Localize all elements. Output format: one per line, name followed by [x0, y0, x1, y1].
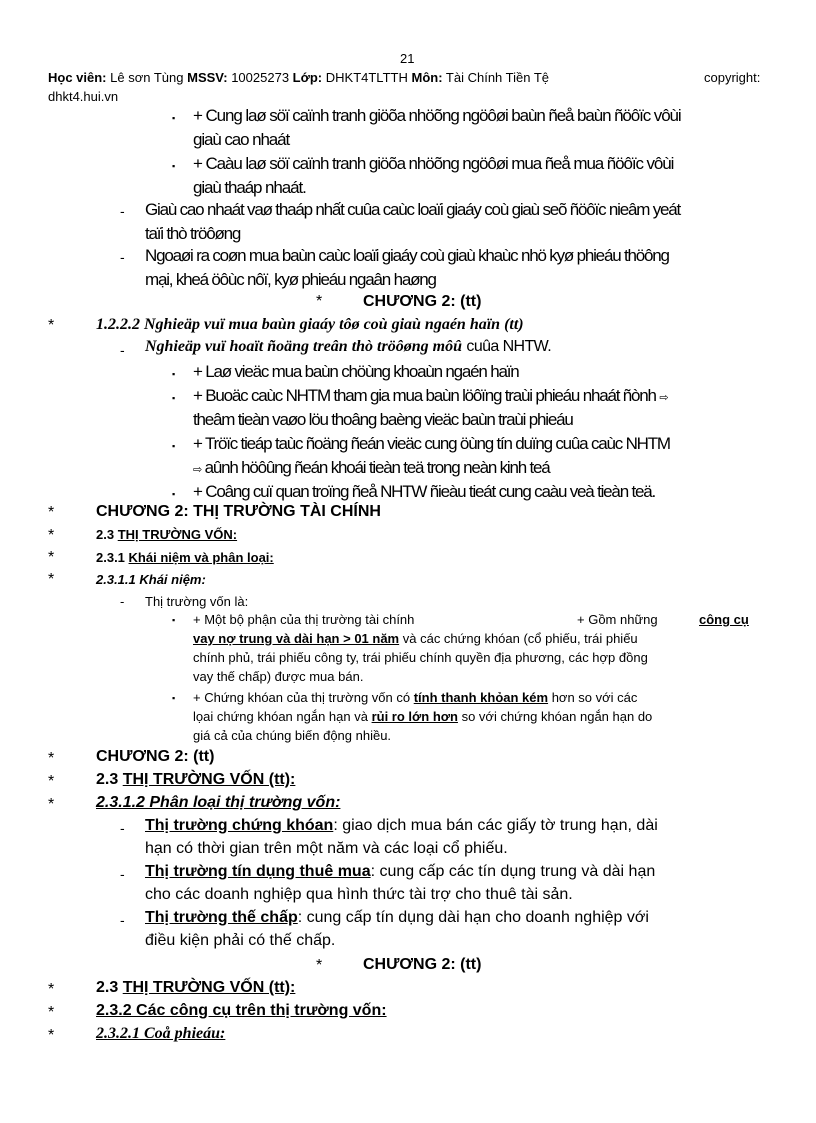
chapter-heading: CHƯƠNG 2: (tt) [363, 956, 482, 973]
star-bullet: * [316, 957, 323, 974]
subsection-heading [145, 338, 551, 356]
list-item: + Tröïc tieáp taùc ñoäng ñeán vieäc cung öùng tín duïng cuûa caùc NHTM [193, 434, 670, 453]
square-bullet: ▪ [172, 441, 176, 451]
section-heading [96, 527, 237, 542]
class-value: DHKT4TLTTH [325, 70, 408, 85]
list-item-text: : cung cấp các tín dụng trung và dài hạn [370, 863, 656, 880]
subsection-heading-rest: cuûa NHTW. [466, 338, 552, 355]
list-item-text: lọai chứng khóan ngắn hạn và [193, 709, 368, 724]
star-bullet: * [48, 317, 55, 334]
arrow-icon: ⇨ [193, 464, 202, 476]
subsection-heading: 2.3.2 Các công cụ trên thị trường vốn: [96, 1002, 387, 1019]
list-item-text: + Buoäc caùc NHTM tham gia mua baùn löôïng traùi phieáu nhaát ñònh [193, 386, 656, 405]
list-item-emphasis: Thị trường thế chấp [145, 909, 298, 926]
list-item [193, 690, 637, 705]
dash-bullet: - [120, 912, 125, 928]
page-header [48, 70, 549, 85]
subject-value: Tài Chính Tiền Tệ [445, 70, 550, 85]
list-item: Thị trường vốn là: [145, 594, 249, 609]
list-item [193, 709, 652, 724]
list-item-emphasis: công cụ [699, 612, 749, 627]
section-number: 2.3 [96, 771, 119, 788]
list-item: + Caàu laø söï caïnh tranh giöõa nhöõng ngöôøi mua ñeå mua ñöôïc vôùi [193, 154, 674, 173]
subsection-number: 2.3.1 [96, 550, 125, 565]
copyright-label: copyright: [704, 70, 761, 85]
square-bullet: ▪ [172, 161, 176, 171]
list-item [193, 631, 638, 646]
list-item: + Laø vieäc mua baùn chöùng khoaùn ngaén haïn [193, 362, 519, 381]
page-number: 21 [400, 51, 415, 66]
dash-bullet: - [120, 203, 125, 219]
class-label: Lớp: [292, 70, 323, 85]
chapter-heading: CHƯƠNG 2: (tt) [363, 293, 482, 310]
list-item [193, 612, 766, 627]
star-bullet: * [48, 1004, 55, 1021]
section-number: 2.3 [96, 979, 119, 996]
subsection-title: Khái niệm và phân loại: [128, 550, 274, 565]
star-bullet: * [48, 981, 55, 998]
list-item: giaù cao nhaát [193, 130, 290, 149]
list-item: Ngoaøi ra coøn mua baùn caùc loaïi giaáy coù giaù khaùc nhö kyø phieáu thöông [145, 246, 669, 265]
subsection-heading [96, 550, 274, 565]
list-item [145, 863, 655, 881]
star-bullet: * [48, 796, 55, 813]
list-item-emphasis: tính thanh khỏan kém [413, 690, 549, 705]
subsubsection-heading: 2.3.1.1 Khái niệm: [96, 572, 206, 587]
square-bullet: ▪ [172, 693, 176, 703]
list-item: taïi thò tröôøng [145, 224, 241, 243]
list-item-emphasis: rủi ro lớn hơn [371, 709, 458, 724]
list-item: Giaù cao nhaát vaø thaáp nhất cuûa caùc loaïi giaáy coù giaù seõ ñöôïc nieâm yeát [145, 200, 681, 219]
list-item: chính phủ, trái phiếu công ty, trái phiếu chính quyền địa phương, các hợp đồng [193, 650, 648, 665]
square-bullet: ▪ [172, 393, 176, 403]
list-item: hạn có thời gian trên một năm và các loại cổ phiếu. [145, 840, 508, 857]
section-heading: 1.2.2.2 Nghieäp vuï mua baùn giaáy tôø coù giaù ngaén haïn (tt) [96, 316, 524, 333]
section-title: THỊ TRƯỜNG VỐN (tt): [122, 979, 296, 996]
arrow-icon: ⇨ [659, 392, 668, 404]
list-item-text: và các chứng khóan (cổ phiếu, trái phiếu [402, 631, 638, 646]
list-item: cho các doanh nghiệp qua hình thức tài trợ cho thuê tài sản. [145, 886, 573, 903]
list-item: vay thế chấp) được mua bán. [193, 669, 364, 684]
list-item-text: hơn so với các [551, 690, 638, 705]
dash-bullet: - [120, 594, 125, 609]
list-item [145, 817, 658, 835]
subsubsection-heading: 2.3.1.2 Phân loại thị trường vốn: [96, 794, 341, 811]
list-item: + Coâng cuï quan troïng ñeå NHTW ñieàu tieát cung caàu veà tieàn teä. [193, 482, 656, 501]
id-value: 10025273 [231, 70, 290, 85]
list-item-text: so với chứng khóan ngắn hạn do [461, 709, 653, 724]
square-bullet: ▪ [172, 369, 176, 379]
star-bullet: * [48, 1027, 55, 1044]
dash-bullet: - [120, 342, 125, 358]
section-title: THỊ TRƯỜNG VỐN (tt): [122, 771, 296, 788]
dash-bullet: - [120, 820, 125, 836]
square-bullet: ▪ [172, 489, 176, 499]
list-item: giá cả của chúng biến động nhiều. [193, 728, 392, 743]
star-bullet: * [48, 773, 55, 790]
list-item-text: : cung cấp tín dụng dài hạn cho doanh nghiệp với [297, 909, 649, 926]
id-label: MSSV: [187, 70, 228, 85]
star-bullet: * [48, 750, 55, 767]
star-bullet: * [48, 527, 55, 544]
list-item-text: : giao dịch mua bán các giấy tờ trung hạn, dài [333, 817, 658, 834]
star-bullet: * [48, 504, 55, 521]
subsection-heading-italic: Nghieäp vuï hoaït ñoäng treân thò tröôøng môû [145, 338, 462, 355]
list-item [193, 386, 667, 406]
chapter-heading: CHƯƠNG 2: THỊ TRƯỜNG TÀI CHÍNH [96, 503, 381, 520]
subsubsection-heading: 2.3.2.1 Coå phieáu: [96, 1025, 226, 1042]
square-bullet: ▪ [172, 615, 176, 625]
list-item: theâm tieàn vaøo löu thoâng baèng vieäc baùn traùi phieáu [193, 410, 573, 429]
list-item-text: + Một bộ phận của thị trường tài chính [193, 612, 415, 627]
star-bullet: * [48, 571, 55, 588]
chapter-heading: CHƯƠNG 2: (tt) [96, 748, 215, 765]
site-link[interactable]: dhkt4.hui.vn [48, 89, 119, 104]
square-bullet: ▪ [172, 113, 176, 123]
star-bullet: * [48, 549, 55, 566]
list-item-emphasis: Thị trường tín dụng thuê mua [145, 863, 371, 880]
student-name: Lê sơn Tùng [110, 70, 184, 85]
section-heading [96, 979, 295, 997]
list-item: mại, kheá öôùc nôï, kyø phieáu ngaân haøng [145, 270, 436, 289]
list-item [145, 909, 649, 927]
list-item-emphasis: vay nợ trung và dài hạn > 01 năm [193, 631, 400, 646]
section-number: 2.3 [96, 527, 115, 542]
section-title: THỊ TRƯỜNG VỐN: [117, 527, 238, 542]
list-item-emphasis: Thị trường chứng khóan [145, 817, 334, 834]
list-item-text: + Gồm những [577, 612, 658, 627]
list-item: + Cung laø söï caïnh tranh giöõa nhöõng ngöôøi baùn ñeå baùn ñöôïc vôùi [193, 106, 681, 125]
list-item: điều kiện phải có thế chấp. [145, 932, 336, 949]
star-bullet: * [316, 293, 323, 310]
list-item-text: + Chứng khóan của thị trường vốn có [193, 690, 411, 705]
student-label: Học viên: [48, 70, 107, 85]
list-item: giaù thaáp nhaát. [193, 178, 306, 197]
dash-bullet: - [120, 249, 125, 265]
list-item-text: aûnh höôûng ñeán khoái tieàn teä trong neàn kinh teá [204, 458, 550, 477]
subject-label: Môn: [411, 70, 443, 85]
section-heading [96, 771, 295, 789]
dash-bullet: - [120, 866, 125, 882]
list-item [193, 458, 550, 478]
